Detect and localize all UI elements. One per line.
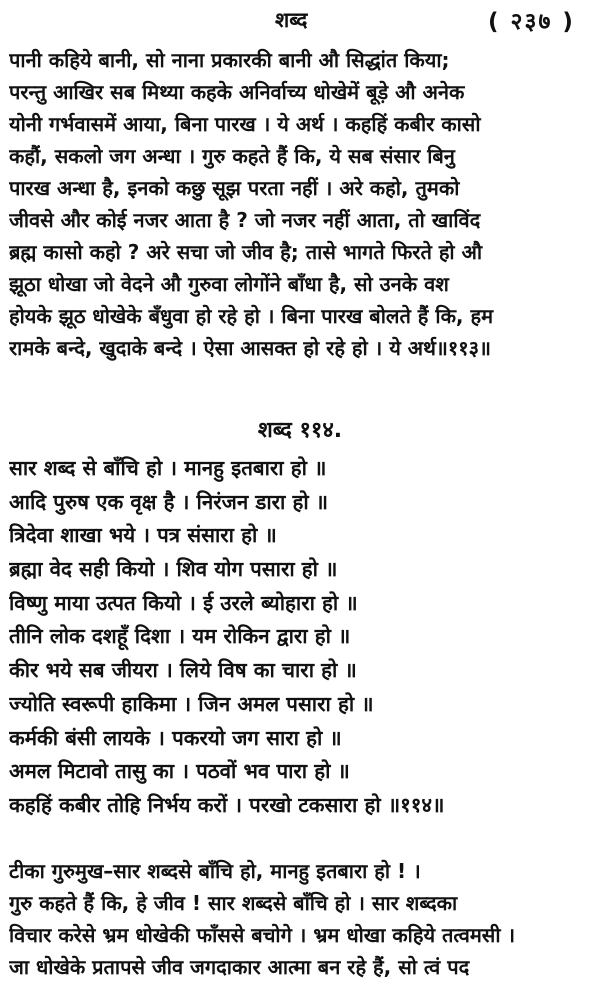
verse-line: सार शब्द से बाँचि हो । मानहु इतबारा हो ॥ — [9, 456, 327, 480]
verse-line: ज्योति स्वरूपी हाकिमा । जिन अमल पसारा हो ॥ — [9, 691, 374, 716]
verse-line: कर्मकी बंसी लायके । पकरयो जग सारा हो ॥ — [9, 725, 342, 750]
text-line: पानी कहिये बानी, सो नाना प्रकारकी बानी औ सिद्धांत किया; — [9, 48, 450, 72]
commentary-paragraph-2 — [9, 855, 595, 983]
verse-line: अमल मिटावो तासु का । पठवों भव पारा हो ॥ — [9, 759, 350, 784]
verse-block — [9, 452, 595, 823]
text-line: योनी गर्भवासमें आया, बिना पारख । ये अर्थ । कहहिं कबीर कासो — [9, 112, 481, 136]
verse-line: तीनि लोक दशहूँ दिशा । यम रोकिन द्वारा हो ॥ — [9, 624, 351, 649]
text-line: पारख अन्धा है, इनको कछु सूझ परता नहीं । अरे कहो, तुमको — [9, 176, 460, 200]
text-line: टीका गुरुमुख–सार शब्दसे बाँचि हो, मानहु इतबारा हो ! । — [9, 859, 421, 883]
section-heading: शब्द ११४. — [257, 418, 343, 443]
verse-line: विष्णु माया उत्पत कियो । ई उरले ब्योहारा हो ॥ — [9, 590, 358, 615]
text-line: जीवसे और कोई नजर आता है ? जो नजर नहीं आता, तो खाविंद — [9, 208, 481, 232]
text-line: विचार करेसे भ्रम धोखेकी फाँससे बचोगे । भ्रम धोखा कहिये तत्वमसी । — [9, 923, 516, 947]
text-line: कहौं, सकलो जग अन्धा । गुरु कहते हैं कि, ये सब संसार बिनु — [9, 144, 455, 168]
text-line: परन्तु आखिर सब मिथ्या कहके अनिर्वाच्य धोखेमें बूड़े औ अनेक — [9, 80, 465, 104]
text-line: गुरु कहते हैं कि, हे जीव ! सार शब्दसे बाँचि हो । सार शब्दका — [9, 891, 458, 915]
text-line: रामके बन्दे, खुदाके बन्दे । ऐसा आसक्त हो रहे हो । ये अर्थ॥११३॥ — [9, 336, 492, 360]
page-number: ( २३७ ) — [488, 9, 575, 35]
commentary-paragraph-1 — [9, 44, 595, 364]
verse-line: आदि पुरुष एक वृक्ष है । निरंजन डारा हो ॥ — [9, 489, 329, 514]
verse-line: त्रिदेवा शाखा भये । पत्र संसारा हो ॥ — [9, 523, 277, 548]
verse-line: कीर भये सब जीयरा । लिये विष का चारा हो ॥ — [9, 658, 357, 683]
text-line: झूठा धोखा जो वेदने औ गुरुवा लोगोंने बाँधा है, सो उनके वश — [9, 272, 449, 296]
running-title: शब्द — [275, 8, 308, 32]
text-line: जा धोखेके प्रतापसे जीव जगदाकार आत्मा बन रहे हैं, सो त्वं पद — [9, 955, 470, 979]
text-line: होयके झूठ धोखेके बँधुवा हो रहे हो । बिना पारख बोलते हैं कि, हम — [9, 304, 494, 328]
verse-line: कहहिं कबीर तोहि निर्भय करों । परखो टकसारा हो ॥११४॥ — [9, 792, 445, 817]
page-header — [0, 4, 600, 38]
verse-line: ब्रह्मा वेद सही कियो । शिव योग पसारा हो ॥ — [9, 557, 338, 582]
text-line: ब्रह्म कासो कहो ? अरे सचा जो जीव है; तासे भागते फिरते हो औ — [9, 240, 483, 264]
